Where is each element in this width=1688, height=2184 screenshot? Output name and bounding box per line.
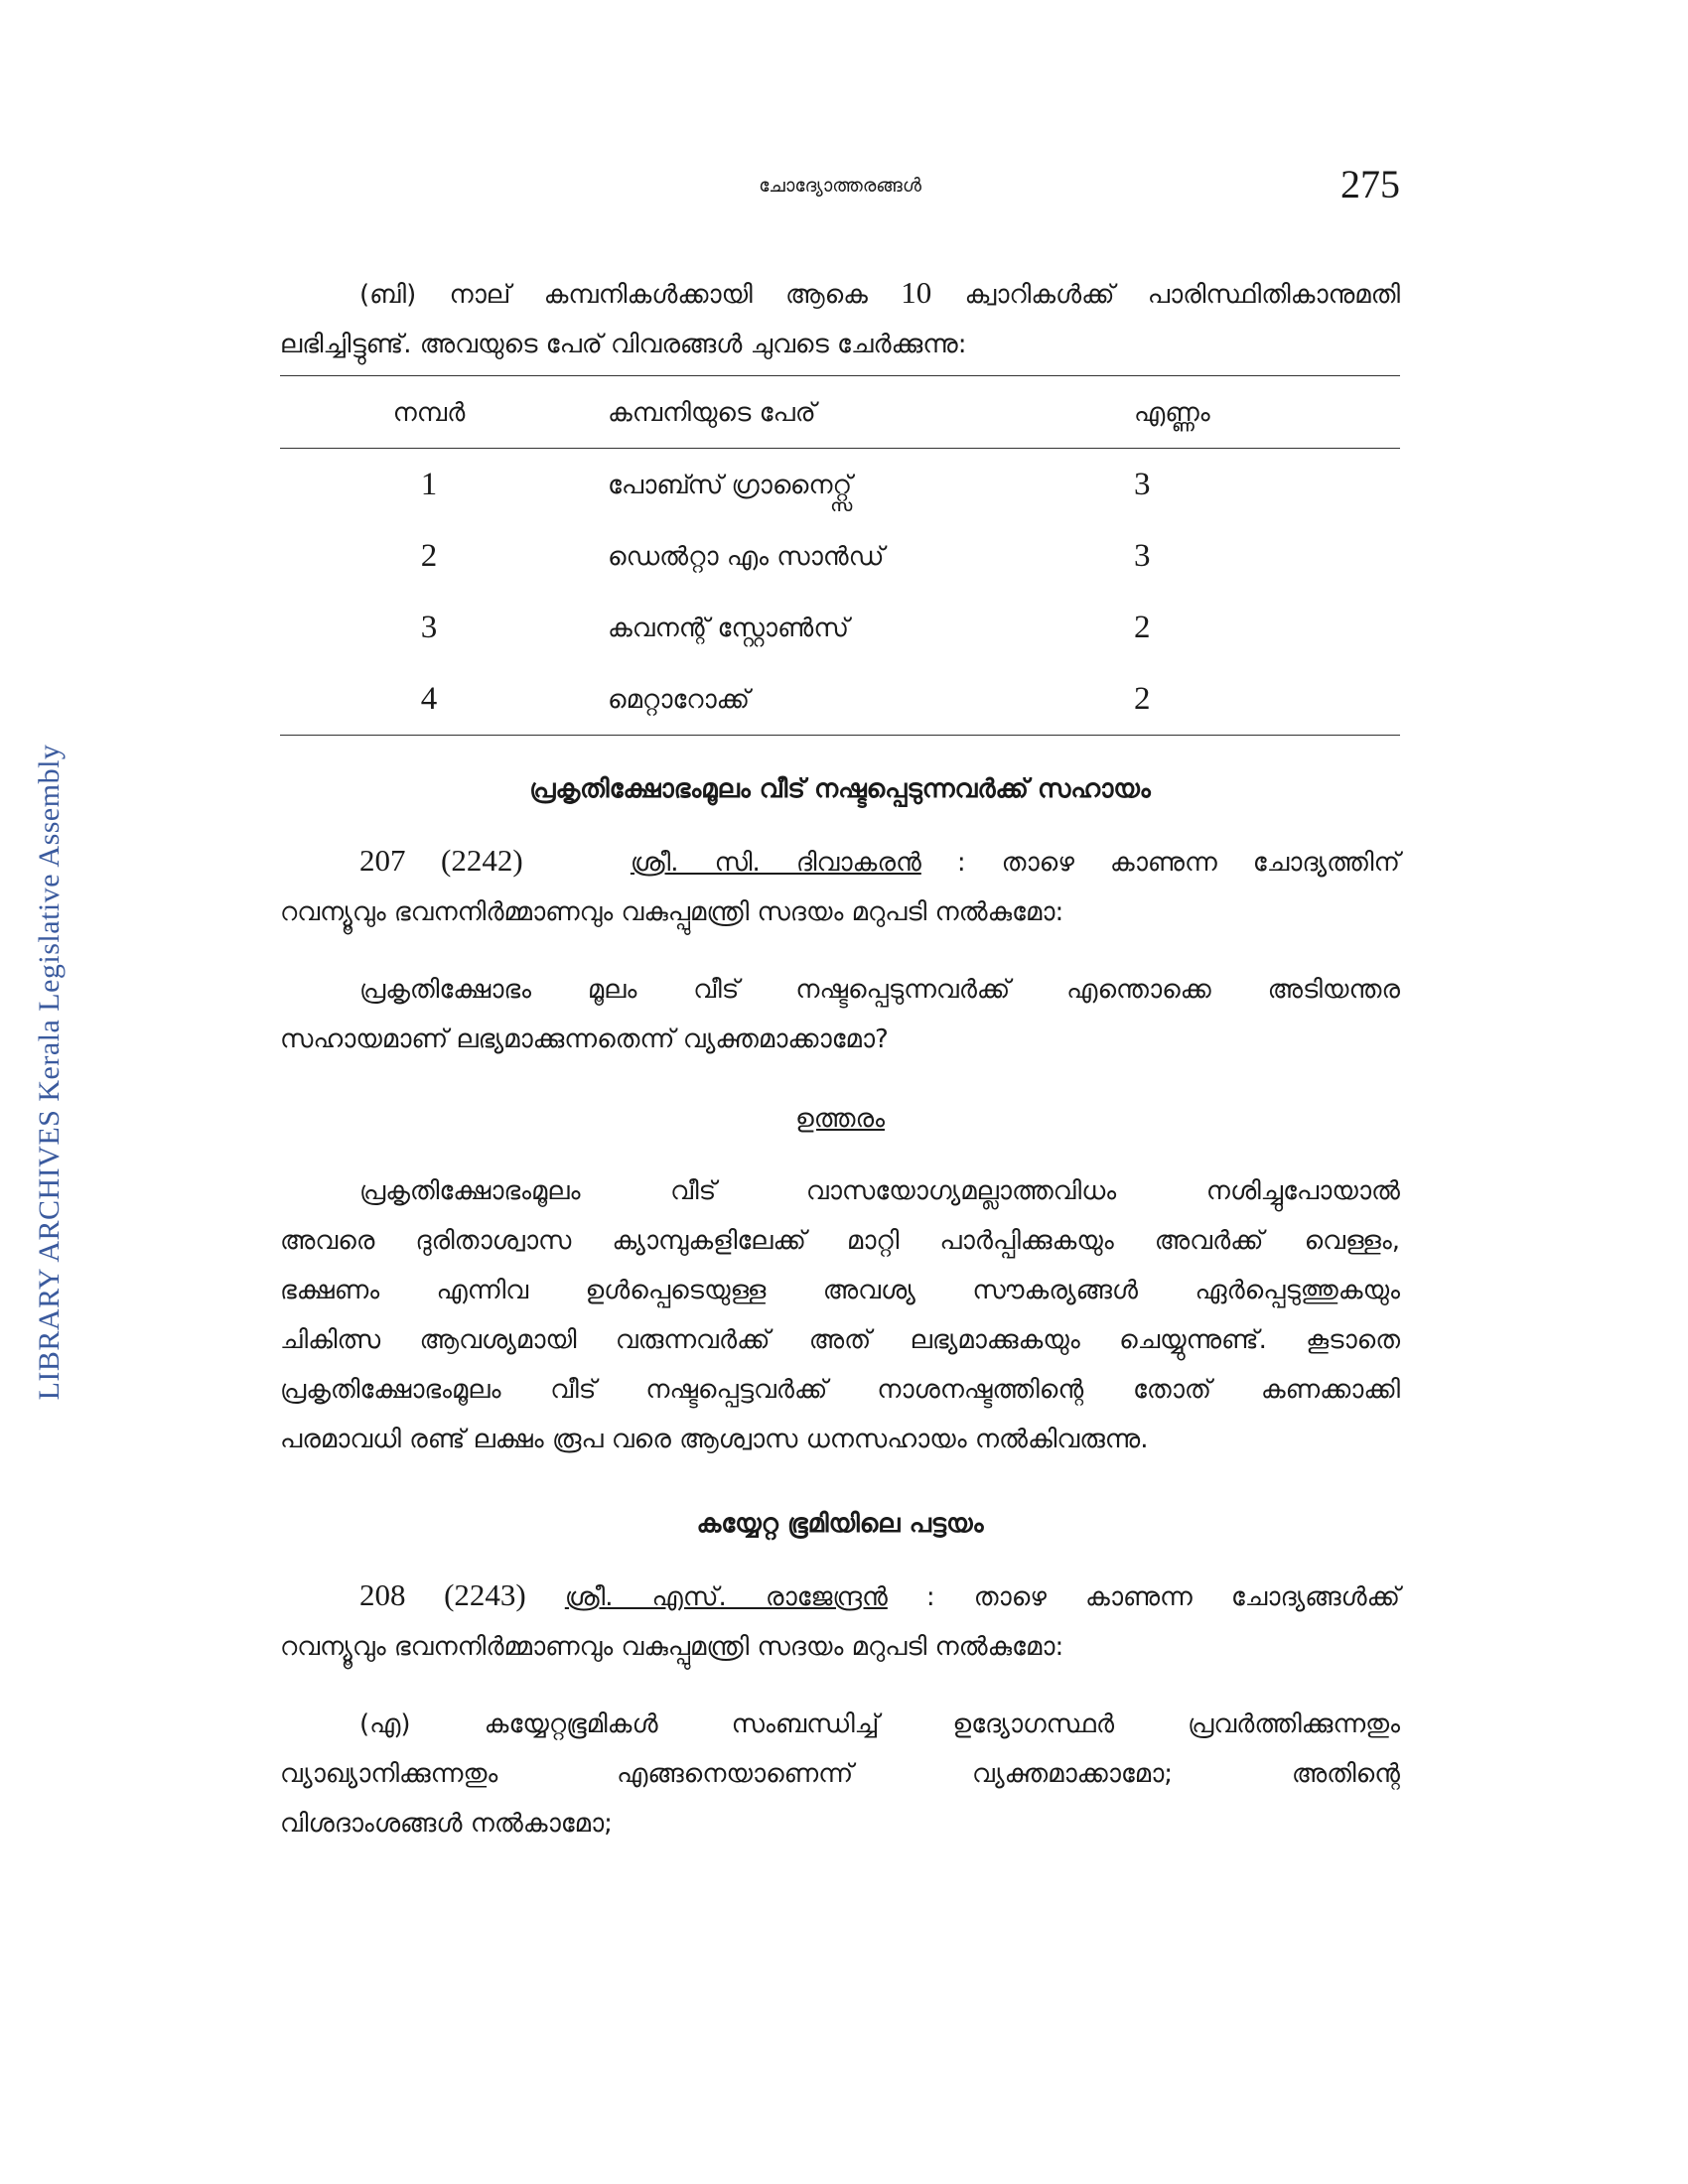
column-header-number: നമ്പർ [392, 398, 466, 428]
quarry-total: 10 [901, 275, 932, 310]
question-text: : താഴെ കാണുന്ന ചോദ്യത്തിന് [956, 848, 1400, 878]
table-row [280, 592, 1400, 663]
row-number: 4 [420, 681, 438, 717]
company-name: കവനന്റ് സ്റ്റോൺസ് [608, 614, 850, 643]
table-row [280, 663, 1400, 735]
question-line: വ്യാഖ്യാനിക്കുന്നതും എങ്ങനെയാണെന്ന് വ്യക്തമാക്കാമോ; അതിന്റെ [280, 1759, 1400, 1789]
table-body [280, 449, 1400, 735]
question-number: 207 (2242) [359, 843, 523, 878]
question-line [280, 836, 1400, 887]
answer-207-body [280, 1166, 1400, 1464]
question-208-part-a [280, 1700, 1400, 1848]
company-name: പോബ്സ് ഗ്രാനൈറ്റ്സ് [608, 471, 853, 500]
row-number: 2 [420, 538, 438, 574]
member-name: ശ്രീ. സി. ദിവാകരൻ [630, 848, 921, 878]
column-header-count: എണ്ണം [1134, 398, 1210, 428]
question-line: വിശദാംശങ്ങൾ നൽകാമോ; [280, 1809, 613, 1839]
question-207-intro [280, 836, 1400, 937]
answer-line: ഭക്ഷണം എന്നിവ ഉൾപ്പെടെയുള്ള അവശ്യ സൗകര്യങ്ങൾ ഏർപ്പെടുത്തുകയും [280, 1276, 1400, 1305]
member-name: ശ്രീ. എസ്. രാജേന്ദ്രൻ [564, 1582, 888, 1612]
intro-text: ക്വാറികൾക്ക് പാരിസ്ഥിതികാനുമതി [964, 280, 1401, 310]
question-line: പ്രകൃതിക്ഷോഭം മൂലം വീട് നഷ്ടപ്പെടുന്നവർക്ക് എന്തൊക്കെ അടിയന്തര [359, 975, 1400, 1005]
page-number: 275 [1340, 162, 1400, 206]
running-header [280, 161, 1400, 205]
table-row [280, 449, 1400, 520]
column-header-company: കമ്പനിയുടെ പേര് [608, 398, 816, 428]
quarry-count: 3 [1134, 467, 1151, 502]
quarry-table [280, 375, 1400, 736]
archive-watermark: LIBRARY ARCHIVES Kerala Legislative Assembly [33, 744, 66, 1401]
question-207-body [280, 965, 1400, 1064]
question-208-intro [280, 1570, 1400, 1672]
company-name: ഡെൽറ്റാ എം സാൻഡ് [608, 542, 885, 572]
quarry-count: 2 [1134, 610, 1151, 645]
intro-line [280, 268, 1400, 320]
answer-heading: ഉത്തരം [795, 1104, 885, 1134]
answer-line: ചികിത്സ ആവശ്യമായി വരുന്നവർക്ക് അത് ലഭ്യമാക്കുകയും ചെയ്യുന്നുണ്ട്. കൂടാതെ [280, 1325, 1400, 1355]
question-text: : താഴെ കാണുന്ന ചോദ്യങ്ങൾക്ക് [925, 1582, 1401, 1612]
table-header-row [280, 376, 1400, 449]
section-heading-208: കയ്യേറ്റ ഭൂമിയിലെ പട്ടയം [696, 1509, 984, 1539]
table-row [280, 520, 1400, 592]
answer-line: പ്രകൃതിക്ഷോഭംമൂലം വീട് വാസയോഗ്യമല്ലാത്തവിധം നശിച്ചുപോയാൽ [359, 1176, 1400, 1206]
row-number: 3 [420, 610, 438, 645]
intro-paragraph [280, 268, 1400, 369]
section-heading-207: പ്രകൃതിക്ഷോഭംമൂലം വീട് നഷ്ടപ്പെടുന്നവർക്ക് സഹായം [529, 774, 1151, 804]
quarry-count: 2 [1134, 681, 1151, 717]
answer-line: പ്രകൃതിക്ഷോഭംമൂലം വീട് നഷ്ടപ്പെട്ടവർക്ക് നാശനഷ്ടത്തിന്റെ തോത് കണക്കാക്കി [280, 1375, 1400, 1405]
answer-line: പരമാവധി രണ്ട് ലക്ഷം രൂപ വരെ ആശ്വാസ ധനസഹായം നൽകിവരുന്നു. [280, 1425, 1149, 1454]
question-line [280, 1570, 1400, 1622]
running-title: ചോദ്യോത്തരങ്ങൾ [759, 175, 921, 197]
row-number: 1 [420, 467, 438, 502]
question-line: സഹായമാണ് ലഭ്യമാക്കുന്നതെന്ന് വ്യക്തമാക്കാമോ? [280, 1024, 889, 1054]
question-line: റവന്യൂവും ഭവനനിർമ്മാണവും വകുപ്പുമന്ത്രി സദയം മറുപടി നൽകുമോ: [280, 897, 1064, 927]
quarry-count: 3 [1134, 538, 1151, 574]
answer-line: അവരെ ദുരിതാശ്വാസ ക്യാമ്പുകളിലേക്ക് മാറ്റി പാർപ്പിക്കുകയും അവർക്ക് വെള്ളം, [280, 1226, 1400, 1256]
intro-text: (ബി) നാല് കമ്പനികൾക്കായി ആകെ [359, 280, 868, 310]
company-name: മെറ്റാറോക്ക് [608, 685, 751, 715]
question-line: റവന്യൂവും ഭവനനിർമ്മാണവും വകുപ്പുമന്ത്രി സദയം മറുപടി നൽകുമോ: [280, 1632, 1064, 1662]
intro-line: ലഭിച്ചിട്ടുണ്ട്. അവയുടെ പേര് വിവരങ്ങൾ ചുവടെ ചേർക്കുന്നു: [280, 330, 967, 359]
question-number: 208 (2243) [359, 1577, 526, 1612]
question-line: (എ) കയ്യേറ്റഭൂമികൾ സംബന്ധിച്ച് ഉദ്യോഗസ്ഥർ പ്രവർത്തിക്കുന്നതും [359, 1709, 1400, 1739]
